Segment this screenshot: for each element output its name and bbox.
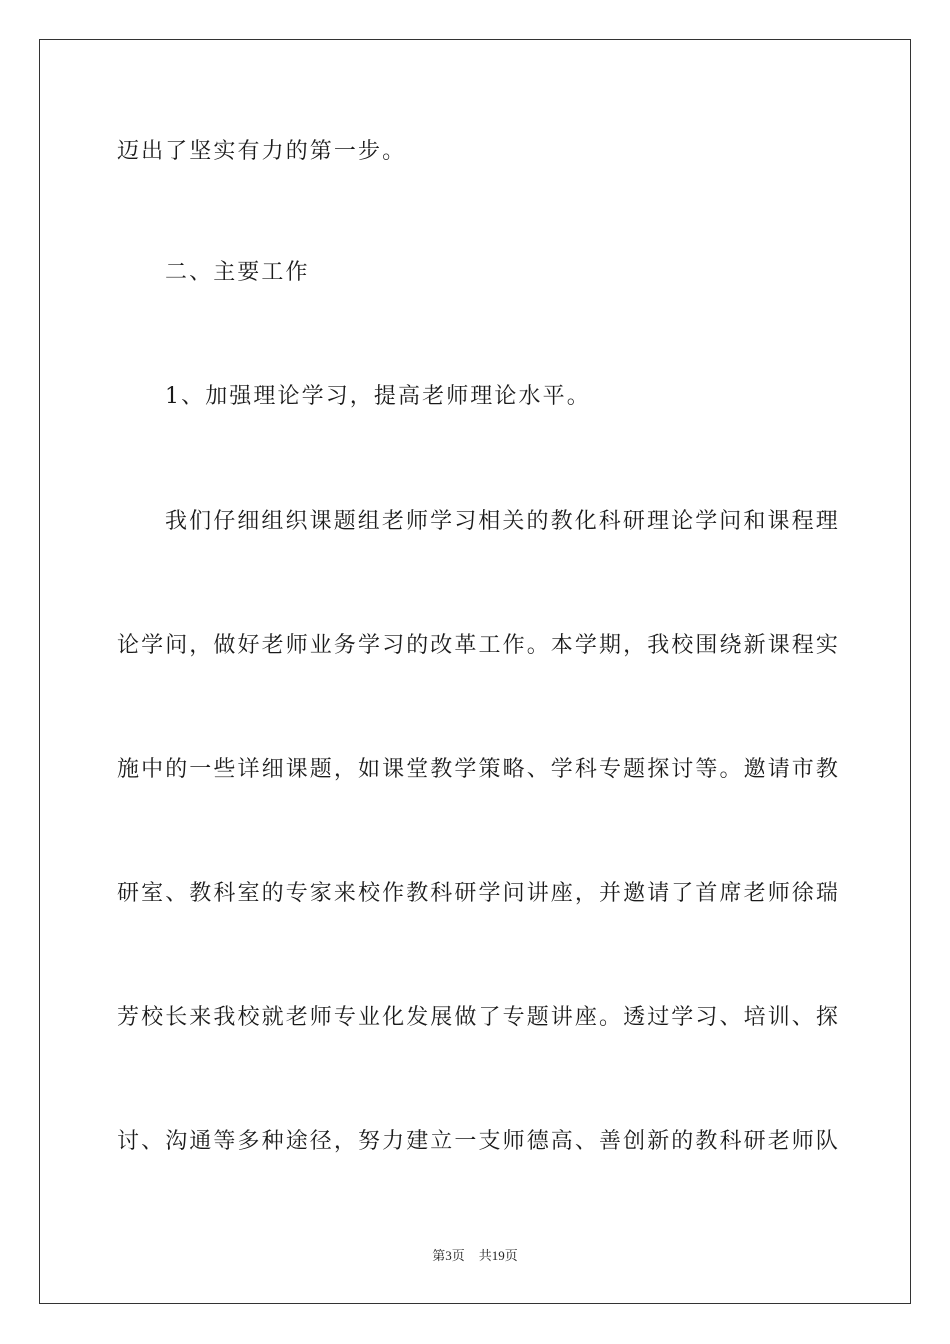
paragraph-line-1: 我们仔细组织课题组老师学习相关的教化科研理论学问和课程理 — [165, 509, 840, 534]
paragraph-line-5: 芳校长来我校就老师专业化发展做了专题讲座。透过学习、培训、探 — [117, 1005, 841, 1030]
text-line-1: 迈出了坚实有力的第一步。 — [117, 139, 407, 164]
page-total: 共19页 — [478, 1248, 518, 1263]
section-heading: 二、主要工作 — [165, 260, 310, 285]
paragraph-line-4: 研室、教科室的专家来校作教科研学问讲座，并邀请了首席老师徐瑞 — [117, 881, 841, 906]
paragraph-line-3: 施中的一些详细课题，如课堂教学策略、学科专题探讨等。邀请市教 — [117, 757, 841, 782]
paragraph-line-2: 论学问，做好老师业务学习的改革工作。本学期，我校围绕新课程实 — [117, 633, 841, 658]
page-border — [39, 39, 911, 1304]
page-footer — [0, 1247, 950, 1265]
paragraph-line-6: 讨、沟通等多种途径，努力建立一支师德高、善创新的教科研老师队 — [117, 1129, 841, 1154]
subsection-heading: 1、加强理论学习，提高老师理论水平。 — [165, 384, 591, 409]
page-number: 第3页 — [432, 1248, 465, 1263]
